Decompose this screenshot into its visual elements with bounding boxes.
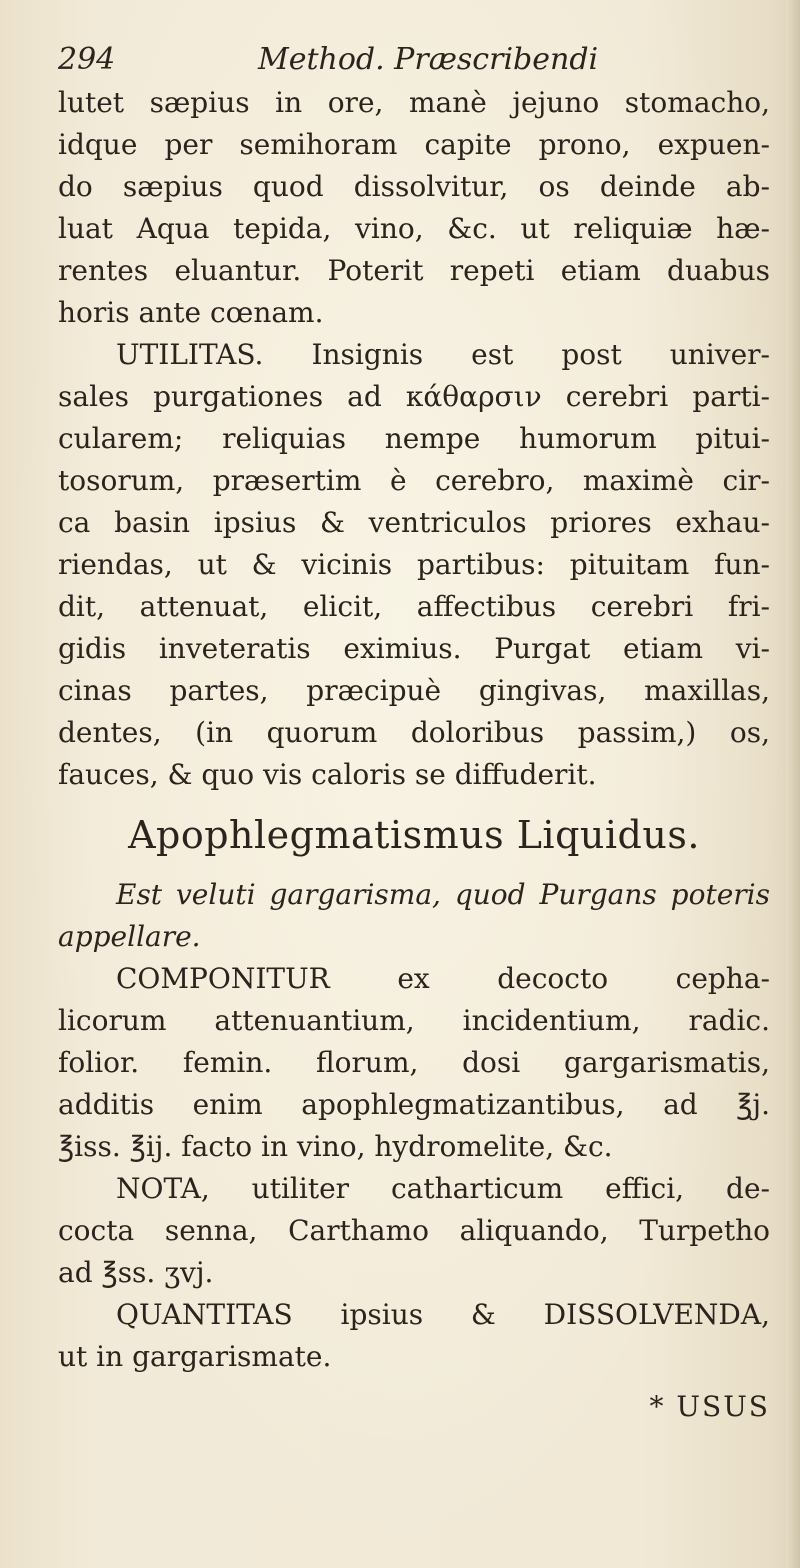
body-text bbox=[58, 82, 770, 1428]
text-line: ℥iss. ℥ij. facto in vino, hydromelite, &c. bbox=[58, 1130, 613, 1163]
text-line: additis enim apophlegmatizantibus, ad ℥j. bbox=[58, 1088, 770, 1121]
text-line: horis ante cœnam. bbox=[58, 296, 324, 329]
section-quantitas-line: QUANTITAS ipsius & DISSOLVENDA, bbox=[116, 1298, 770, 1331]
text-line: dit, attenuat, elicit, affectibus cerebri fri- bbox=[58, 590, 770, 623]
section-componitur-line: COMPONITUR ex decocto cepha- bbox=[116, 962, 770, 995]
section-nota-line: NOTA, utiliter catharticum effici, de- bbox=[116, 1172, 770, 1205]
text-line: gidis inveteratis eximius. Purgat etiam vi- bbox=[58, 632, 770, 665]
text-line: folior. femin. florum, dosi gargarismatis, bbox=[58, 1046, 770, 1079]
text-line: luat Aqua tepida, vino, &c. ut reliquiæ hæ- bbox=[58, 212, 770, 245]
text-line: ca basin ipsius & ventriculos priores exhau- bbox=[58, 506, 770, 539]
text-line: cocta senna, Carthamo aliquando, Turpetho bbox=[58, 1214, 770, 1247]
text-line: lutet sæpius in ore, manè jejuno stomacho, bbox=[58, 86, 770, 119]
text-line: licorum attenuantium, incidentium, radic. bbox=[58, 1004, 770, 1037]
catchword: * USUS bbox=[649, 1390, 770, 1423]
text-line: ad ℥ss. ʒvj. bbox=[58, 1256, 214, 1289]
text-line: appellare. bbox=[58, 920, 201, 953]
running-head: Method. Præscribendi bbox=[258, 42, 599, 77]
text-line: cinas partes, præcipuè gingivas, maxillas, bbox=[58, 674, 770, 707]
text-line: do sæpius quod dissolvitur, os deinde ab- bbox=[58, 170, 770, 203]
page-header bbox=[58, 42, 758, 86]
text-line: Est veluti gargarisma, quod Purgans poteris bbox=[116, 878, 770, 911]
section-utilitas-line: UTILITAS. Insignis est post univer- bbox=[116, 338, 770, 371]
text-line: cularem; reliquias nempe humorum pitui- bbox=[58, 422, 770, 455]
text-line: dentes, (in quorum doloribus passim,) os, bbox=[58, 716, 770, 749]
text-line: sales purgationes ad κάθαρσιν cerebri parti- bbox=[58, 380, 770, 413]
text-line: rentes eluantur. Poterit repeti etiam duabus bbox=[58, 254, 770, 287]
page-gutter-shadow bbox=[786, 0, 800, 1568]
section-heading: Apophlegmatismus Liquidus. bbox=[128, 813, 700, 857]
page-number: 294 bbox=[58, 42, 116, 77]
text-line: ut in gargarismate. bbox=[58, 1340, 332, 1373]
text-line: idque per semihoram capite prono, expuen- bbox=[58, 128, 770, 161]
text-line: riendas, ut & vicinis partibus: pituitam fun- bbox=[58, 548, 770, 581]
text-line: tosorum, præsertim è cerebro, maximè cir- bbox=[58, 464, 770, 497]
text-line: fauces, & quo vis caloris se diffuderit. bbox=[58, 758, 597, 791]
